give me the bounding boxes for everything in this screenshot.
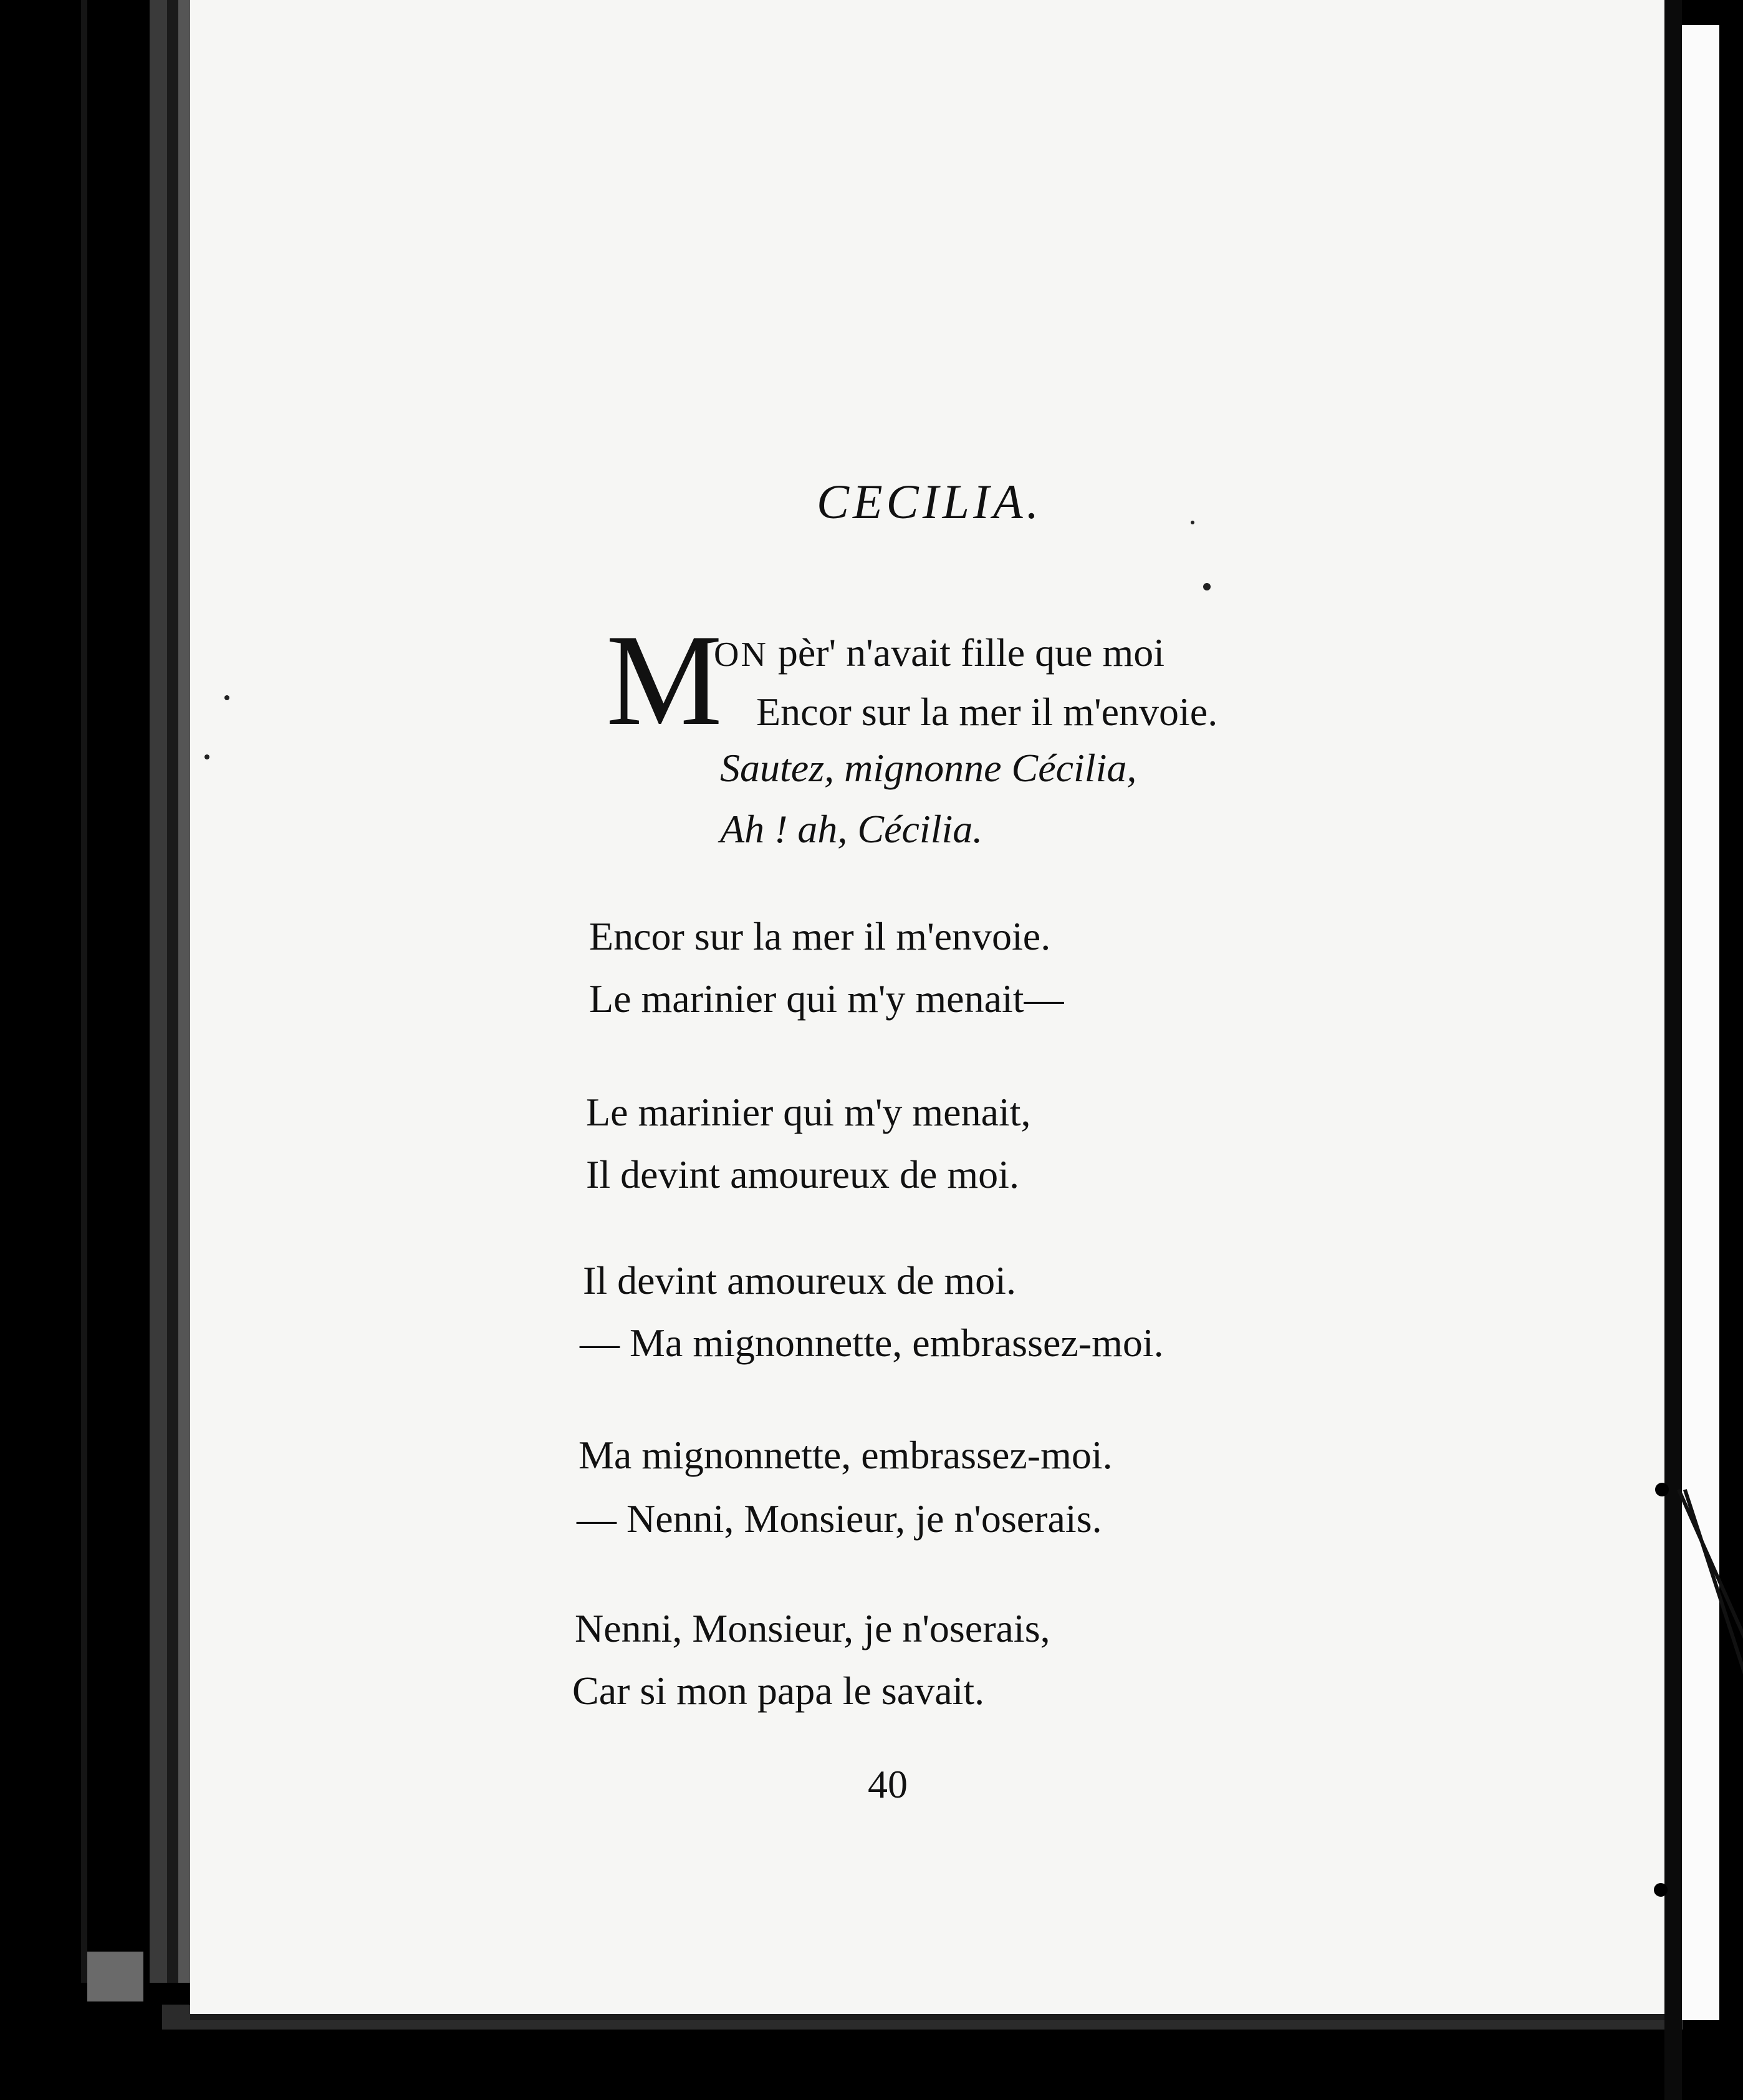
binding-band: [167, 0, 178, 1983]
poem-line: Encor sur la mer il m'envoie.: [756, 690, 1218, 734]
refrain-line: Sautez, mignonne Cécilia,: [720, 746, 1137, 790]
next-page-edge: [1682, 25, 1719, 2020]
poem-line: Nenni, Monsieur, je n'oserais,: [575, 1606, 1050, 1650]
poem-line: Le marinier qui m'y menait,: [586, 1090, 1031, 1134]
scan-speck: [1203, 583, 1211, 590]
page-number: 40: [868, 1762, 908, 1806]
refrain-line: Ah ! ah, Cécilia.: [720, 807, 983, 851]
first-line-tail: pèr' n'avait fille que moi: [767, 630, 1165, 675]
gutter: [1664, 0, 1682, 2100]
scan-border: [1719, 0, 1743, 2100]
poem-line: Car si mon papa le savait.: [572, 1669, 985, 1713]
first-word-smallcaps: ON: [714, 635, 768, 674]
poem-line: Le marinier qui m'y menait—: [589, 976, 1064, 1021]
poem-line: Il devint amoureux de moi.: [583, 1258, 1016, 1303]
scan-speck: [224, 695, 229, 700]
poem-title: CECILIA.: [817, 474, 1043, 529]
poem-line: — Nenni, Monsieur, je n'oserais.: [577, 1496, 1102, 1541]
gutter-mark: [1655, 1483, 1669, 1496]
poem-line: Il devint amoureux de moi.: [586, 1152, 1019, 1197]
scan-speck: [204, 754, 209, 759]
poem-line: Ma mignonnette, embrassez-moi.: [579, 1433, 1113, 1477]
poem-line: [714, 630, 1165, 675]
poem-line: Encor sur la mer il m'envoie.: [589, 914, 1051, 958]
drop-cap: M: [606, 608, 723, 753]
scan-speck: [1191, 521, 1194, 524]
binding-band: [150, 0, 167, 1983]
binding-foot: [87, 1952, 143, 2001]
binding-shadow: [81, 0, 87, 1983]
gutter-mark: [1654, 1883, 1668, 1897]
poem-line: — Ma mignonnette, embrassez-moi.: [580, 1321, 1164, 1365]
